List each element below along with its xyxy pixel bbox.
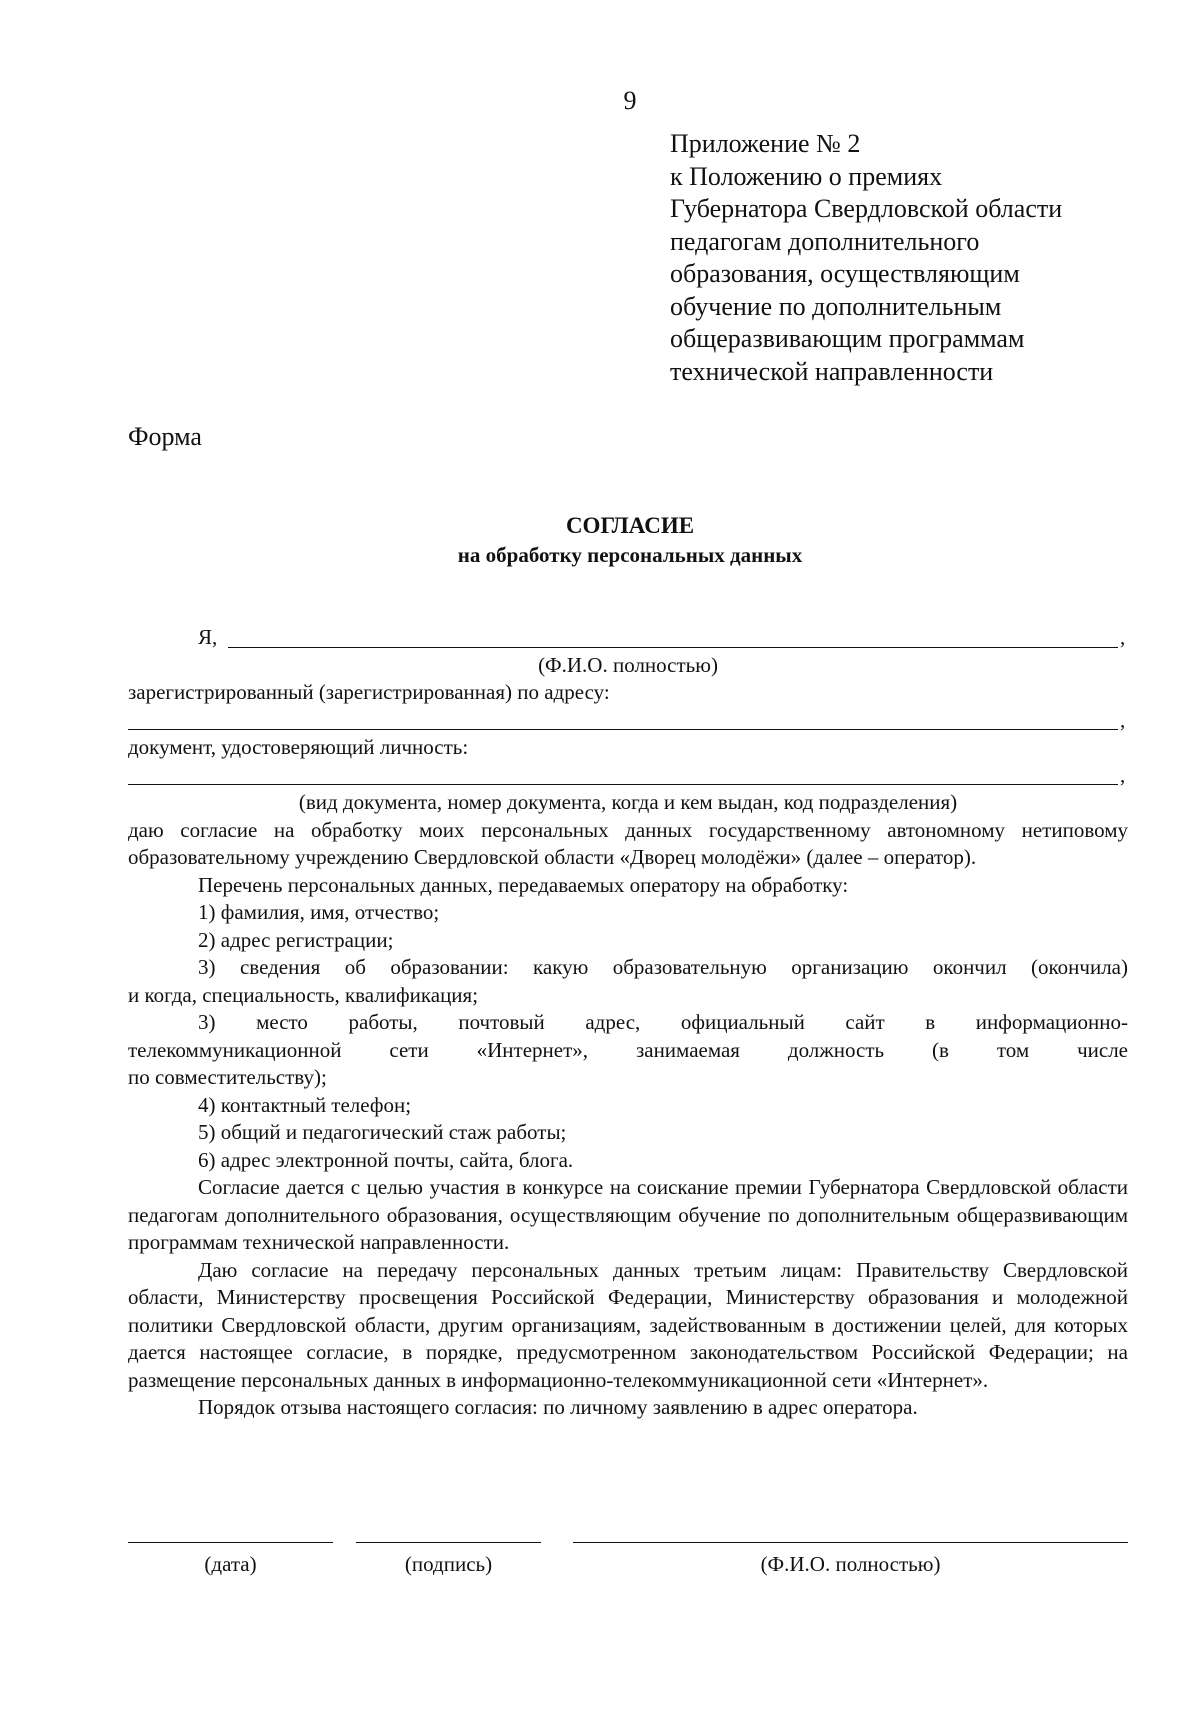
list-item-continuation: по совместительству); bbox=[128, 1065, 327, 1089]
signature-lines bbox=[128, 1542, 1128, 1544]
i-prefix: Я, bbox=[198, 625, 218, 649]
document-title: СОГЛАСИЕ bbox=[565, 513, 695, 538]
signature-input-line[interactable] bbox=[356, 1542, 541, 1543]
fio-caption: (Ф.И.О. полностью) bbox=[538, 652, 718, 677]
fio-signature-caption: (Ф.И.О. полностью) bbox=[760, 1552, 941, 1576]
address-row bbox=[128, 707, 1128, 735]
list-item: 1) фамилия, имя, отчество; bbox=[198, 900, 440, 924]
date-input-line[interactable] bbox=[128, 1542, 333, 1543]
appendix-line: педагогам дополнительного bbox=[670, 226, 980, 256]
purpose-paragraph: Согласие дается с целью участия в конкурсе на соискание премии Губернатора Свердловской области педагогам дополнительного образования, осуществляющим обучение по дополнительным общеразвивающим программам технической направленности. bbox=[128, 1175, 1128, 1254]
document-label: документ, удостоверяющий личность: bbox=[128, 735, 469, 759]
appendix-line: Приложение № 2 bbox=[670, 129, 861, 158]
appendix-line: технической направленности bbox=[670, 356, 994, 386]
address-label: зарегистрированный (зарегистрированная) по адресу: bbox=[128, 680, 610, 704]
signature-caption: (подпись) bbox=[404, 1552, 493, 1576]
list-intro: Перечень персональных данных, передаваемых оператору на обработку: bbox=[198, 872, 849, 897]
fio-signature-input-line[interactable] bbox=[573, 1542, 1128, 1543]
list-item: 4) контактный телефон; bbox=[198, 1092, 412, 1117]
document-body bbox=[128, 624, 1128, 1422]
address-input-line[interactable] bbox=[128, 729, 1118, 730]
list-item: 3) сведения об образовании: какую образовательную организацию окончил (окончила) bbox=[198, 955, 1128, 979]
appendix-line: общеразвивающим программам bbox=[670, 324, 1025, 353]
appendix-line: обучение по дополнительным bbox=[670, 291, 1002, 321]
comma: , bbox=[1120, 625, 1126, 649]
appendix-line: к Положению о премиях bbox=[670, 161, 943, 191]
transfer-paragraph: Даю согласие на передачу персональных данных третьим лицам: Правительству Свердловской области, Министерству просвещения Российской Федерации, Министерству образования и молодежной политики Свердловской области, другим организациям, задействованным в достижении целей, для которых дается настоящее согласие, в порядке, предусмотренном законодательством Российской Федерации; на размещение персональных данных в информационно-телекоммуникационной сети «Интернет». bbox=[128, 1257, 1128, 1392]
list-item-continuation: и когда, специальность, квалификация; bbox=[128, 982, 479, 1007]
document-input-line[interactable] bbox=[128, 784, 1118, 785]
comma: , bbox=[1120, 762, 1126, 787]
document-row bbox=[128, 762, 1128, 790]
list-item: 5) общий и педагогический стаж работы; bbox=[198, 1120, 567, 1144]
document-subtitle: на обработку персональных данных bbox=[457, 543, 803, 567]
date-caption: (дата) bbox=[204, 1552, 257, 1576]
document-caption: (вид документа, номер документа, когда и кем выдан, код подразделения) bbox=[298, 790, 958, 814]
page-number: 9 bbox=[623, 86, 637, 115]
revoke-paragraph: Порядок отзыва настоящего согласия: по личному заявлению в адрес оператора. bbox=[198, 1395, 918, 1419]
list-item: 6) адрес электронной почты, сайта, блога. bbox=[198, 1147, 574, 1172]
consent-paragraph: даю согласие на обработку моих персональных данных государственному автономному нетиповому образовательному учреждению Свердловской области «Дворец молодёжи» (далее – оператор). bbox=[128, 817, 1128, 869]
fio-row bbox=[128, 624, 1128, 652]
list-item-continuation: телекоммуникационной сети «Интернет», занимаемая должность (в том числе bbox=[128, 1037, 1128, 1062]
appendix-line: образования, осуществляющим bbox=[670, 259, 1020, 288]
appendix-line: Губернатора Свердловской области bbox=[670, 194, 1063, 223]
appendix-header bbox=[670, 128, 1170, 388]
fio-input-line[interactable] bbox=[228, 647, 1118, 648]
list-item: 2) адрес регистрации; bbox=[198, 927, 394, 952]
list-item: 3) место работы, почтовый адрес, официальный сайт в информационно- bbox=[198, 1010, 1128, 1034]
form-label: Форма bbox=[128, 422, 202, 451]
comma: , bbox=[1120, 707, 1126, 732]
